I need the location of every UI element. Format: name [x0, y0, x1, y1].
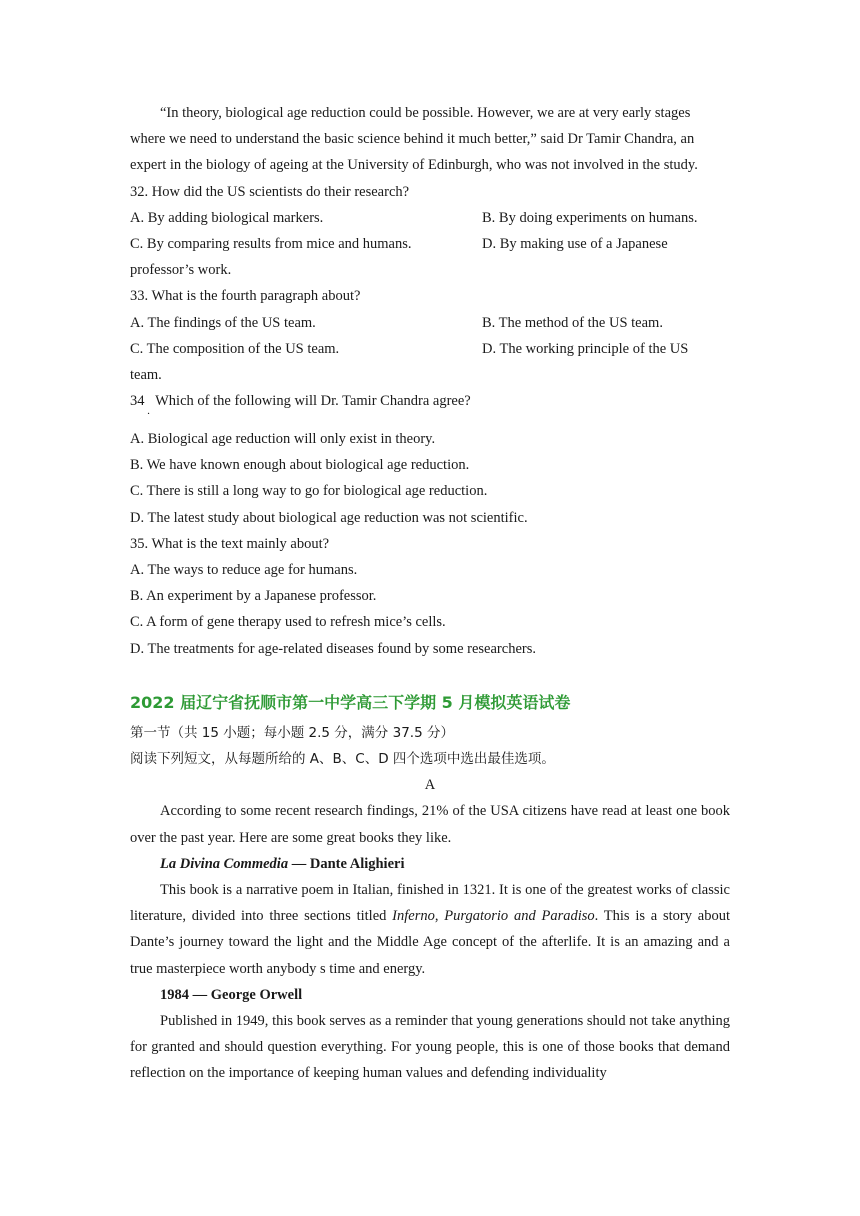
paragraph-line: where we need to understand the basic science behind it much better,” said Dr Tamir Chandra, an: [130, 131, 695, 148]
section-name: Inferno: [392, 908, 435, 925]
book-heading: [130, 851, 730, 877]
question-33: [130, 283, 730, 388]
section-title: 2022 届辽宁省抚顺市第一中学高三下学期 5 月模拟英语试卷: [130, 692, 571, 712]
paragraph-line: expert in the biology of ageing at the University of Edinburgh, who was not involved in the study.: [130, 157, 698, 174]
option-c: C. A form of gene therapy used to refresh mice’s cells.: [130, 614, 446, 631]
option-d-continuation: professor’s work.: [130, 262, 232, 279]
book-description: [130, 877, 730, 982]
book-description: Published in 1949, this book serves as a reminder that young generations should not take anything for granted and should question everything. For young people, this is one of those books that demand reflection on the importance of keeping human values and defending individuality: [130, 1012, 730, 1082]
instruction-text: 阅读下列短文，从每题所给的 A、B、C、D 四个选项中选出最佳选项。: [130, 750, 555, 767]
passage-intro: According to some recent research findings, 21% of the USA citizens have read at least one book over the past year. Here are some great books they like.: [130, 803, 730, 846]
document-page: [130, 100, 730, 1087]
option-row: [130, 336, 730, 362]
option-d: D. By making use of a Japanese: [482, 235, 668, 252]
option-c: C. There is still a long way to go for biological age reduction.: [130, 483, 488, 500]
option-a: A. By adding biological markers.: [130, 209, 324, 226]
passage-label: A: [424, 777, 436, 794]
question-stem: 35. What is the text mainly about?: [130, 535, 330, 552]
option-row: [130, 310, 730, 336]
book-author: — Dante Alighieri: [288, 855, 405, 872]
option-d-continuation: team.: [130, 366, 162, 383]
question-stem-row: [130, 388, 730, 426]
description-text: ,: [434, 908, 445, 925]
option-d: D. The working principle of the US: [482, 340, 689, 357]
option-b: B. An experiment by a Japanese professor.: [130, 588, 377, 605]
question-number: 34: [130, 393, 145, 410]
question-34: [130, 388, 730, 531]
question-32: [130, 179, 730, 284]
section-gap: [130, 662, 730, 686]
option-c: C. The composition of the US team.: [130, 340, 340, 357]
option-d: D. The latest study about biological age reduction was not scientific.: [130, 509, 528, 526]
option-row: [130, 231, 730, 257]
option-row: [130, 205, 730, 231]
question-35: [130, 531, 730, 662]
option-a: A. The findings of the US team.: [130, 314, 316, 331]
question-stem: 32. How did the US scientists do their research?: [130, 183, 410, 200]
part-heading: 第一节（共 15 小题；每小题 2.5 分，满分 37.5 分）: [130, 724, 454, 741]
description-text: . This is a story about Dante’s journey toward the light and the Middle Age concept of the afterlife. It is an amazing and a true masterpiece worth anybody s time and energy.: [130, 908, 731, 977]
paragraph-line: “In theory, biological age reduction could be possible. However, we are at very early stages: [160, 105, 691, 121]
option-a: A. The ways to reduce age for humans.: [130, 562, 358, 578]
description-text: This book is a narrative poem in Italian, finished in 1321. It is one of the greatest works of classic literature, divided into three sections titled: [130, 881, 730, 925]
option-d: D. The treatments for age-related diseases found by some researchers.: [130, 640, 536, 657]
option-b: B. By doing experiments on humans.: [482, 209, 698, 226]
question-stem: Which of the following will Dr. Tamir Chandra agree?: [155, 393, 471, 410]
question-stem: 33. What is the fourth paragraph about?: [130, 288, 361, 305]
book-title: La Divina Commedia: [160, 855, 289, 872]
option-b: B. The method of the US team.: [482, 314, 663, 331]
option-c: C. By comparing results from mice and humans.: [130, 235, 412, 252]
book-heading: 1984 — George Orwell: [160, 986, 303, 1003]
option-b: B. We have known enough about biological age reduction.: [130, 457, 470, 474]
passage-end-paragraph: [130, 100, 730, 179]
option-a: A. Biological age reduction will only exist in theory.: [130, 431, 436, 448]
number-punctuation: ．: [147, 406, 157, 418]
section-name: Purgatorio and Paradiso: [444, 908, 595, 925]
